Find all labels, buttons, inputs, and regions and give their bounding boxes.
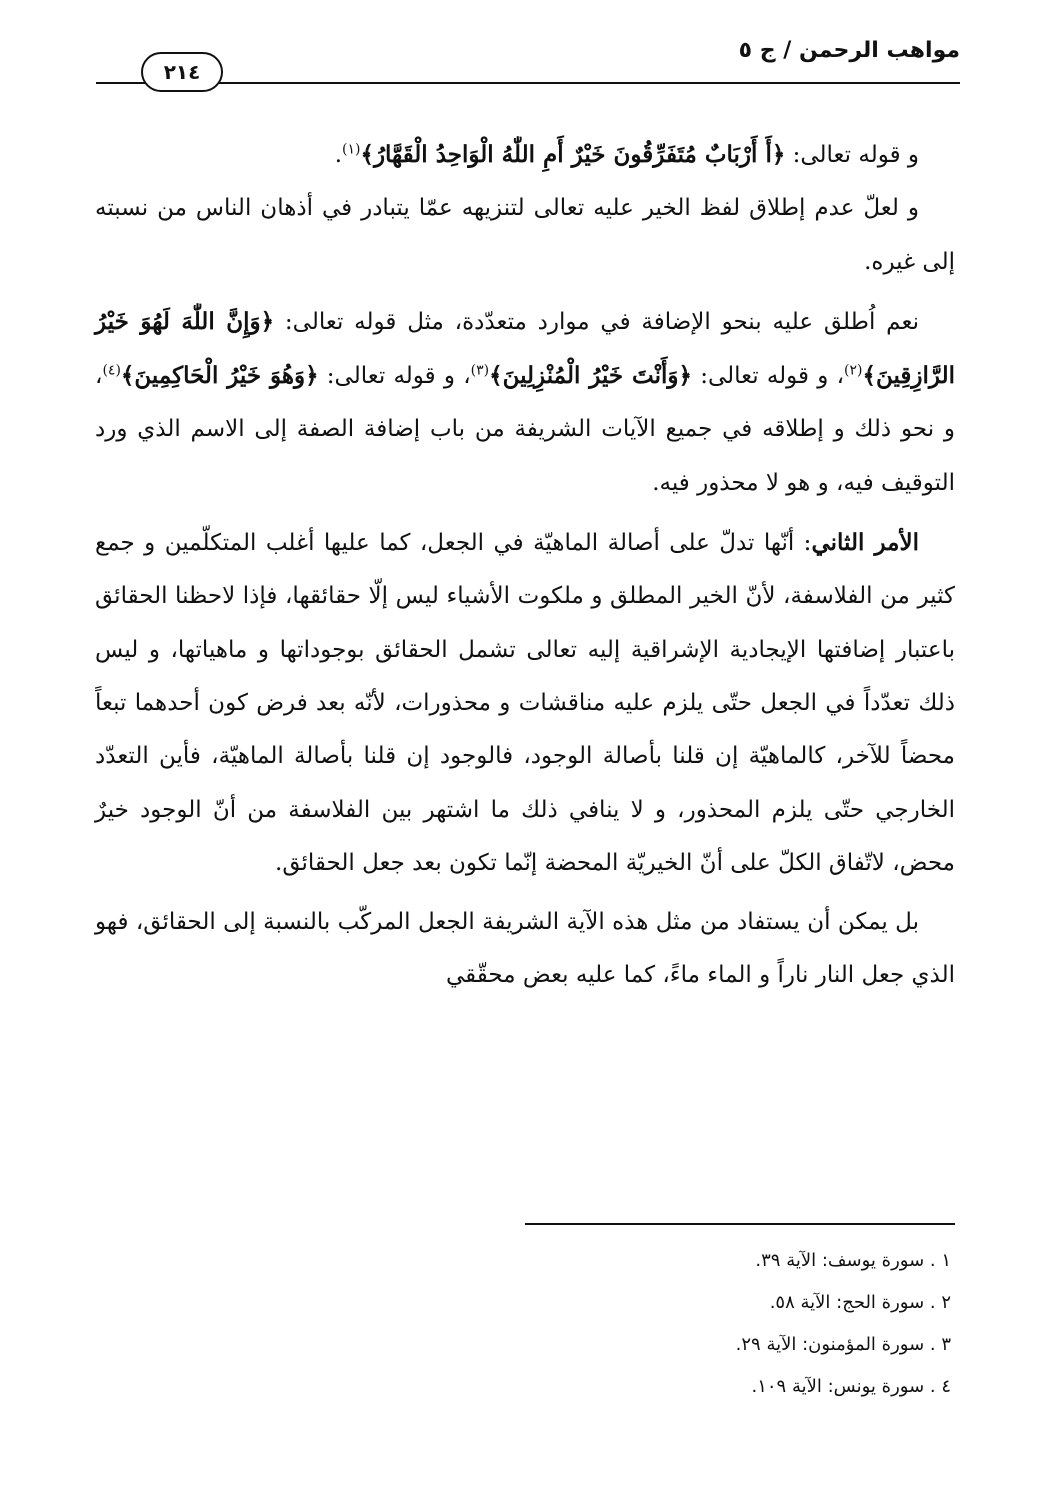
section-term: الأمر الثاني xyxy=(811,529,919,557)
paragraph-2: و لعلّ عدم إطلاق لفظ الخير عليه تعالى لتنزيهه عمّا يتبادر في أذهان الناس من نسبته إلى غيره. xyxy=(95,195,955,275)
text-run: . xyxy=(334,142,342,168)
quran-verse: ﴿أَ أَرْبَابٌ مُتَفَرِّقُونَ خَيْرٌ أَمِ اللّٰهُ الْوَاحِدُ الْقَهَّارُ﴾ xyxy=(360,141,786,168)
text-run: ، و قوله تعالى: xyxy=(691,363,845,390)
footnote-item: ٢ . سورة الحج: الآية ٥٨. xyxy=(769,1292,951,1313)
footnotes xyxy=(95,1240,955,1408)
running-title: مواهب الرحمن / ج ٥ xyxy=(738,38,960,63)
quran-verse: ﴿وَإِنَّ اللّٰهَ لَهُوَ خَيْرُ الرَّازِقِينَ﴾ xyxy=(95,307,955,390)
page-number: ٢١٤ xyxy=(141,52,223,92)
paragraph-4 xyxy=(95,516,955,890)
quran-verse: ﴿وَهُوَ خَيْرُ الْحَاكِمِينَ﴾ xyxy=(120,362,319,390)
footnote-separator xyxy=(525,1223,955,1225)
footnote-ref: (١) xyxy=(342,141,361,158)
page-header xyxy=(96,30,960,90)
paragraph-5: بل يمكن أن يستفاد من مثل هذه الآية الشريفة الجعل المركّب بالنسبة إلى الحقائق، فهو الذي جعل النار ناراً و الماء ماءً، كما عليه بعض محقّقي xyxy=(95,909,955,989)
header-rule xyxy=(96,82,960,84)
footnote-item: ٣ . سورة المؤمنون: الآية ٢٩. xyxy=(735,1334,951,1355)
paragraph-3 xyxy=(95,295,955,510)
text-run: ، و نحو ذلك و إطلاقه في جميع الآيات الشريفة من باب إضافة الصفة إلى الاسم الذي ورد التوقيف فيه، و هو لا محذور فيه. xyxy=(95,363,955,496)
footnote-ref: (٣) xyxy=(470,362,490,379)
text-run: و قوله تعالى: xyxy=(785,142,919,168)
text-run: : أنّها تدلّ على أصالة الماهيّة في الجعل، كما عليها أغلب المتكلّمين و جمع كثير من الفلاسفة، لأنّ الخير المطلق و ملكوت الأشياء ليس إلّا حقائقها، فإذا لاحظنا الحقائق باعتبار إضافتها الإيجادية الإشراقية إليه تعالى تشمل الحقائق بوجوداتها و ماهياتها، و ليس ذلك تعدّداً في الجعل حتّى يلزم عليه مناقشات و محذورات، لأنّه بعد فرض كون أحدهما تبعاً محضاً للآخر، كالماهيّة إن قلنا بأصالة الوجود، فالوجود إن قلنا بأصالة الماهيّة، فأين التعدّد الخارجي حتّى يلزم المحذور، و لا ينافي ذلك ما اشتهر بين الفلاسفة من أنّ الوجود خيرٌ محض، لاتّفاق الكلّ على أنّ الخيريّة المحضة إنّما تكون بعد جعل الحقائق. xyxy=(95,530,955,876)
footnote-item: ١ . سورة يوسف: الآية ٣٩. xyxy=(755,1250,951,1271)
footnote-item: ٤ . سورة يونس: الآية ١٠٩. xyxy=(751,1376,951,1397)
main-text xyxy=(95,128,955,1003)
text-run: نعم اُطلق عليه بنحو الإضافة في موارد متعدّدة، مثل قوله تعالى: xyxy=(274,308,919,335)
footnote-ref: (٢) xyxy=(844,362,863,379)
paragraph-1 xyxy=(95,128,955,182)
footnote-ref: (٤) xyxy=(102,362,121,379)
quran-verse: ﴿وَأَنْتَ خَيْرُ الْمُنْزِلِينَ﴾ xyxy=(489,362,692,390)
text-run: ، و قوله تعالى: xyxy=(318,363,471,390)
